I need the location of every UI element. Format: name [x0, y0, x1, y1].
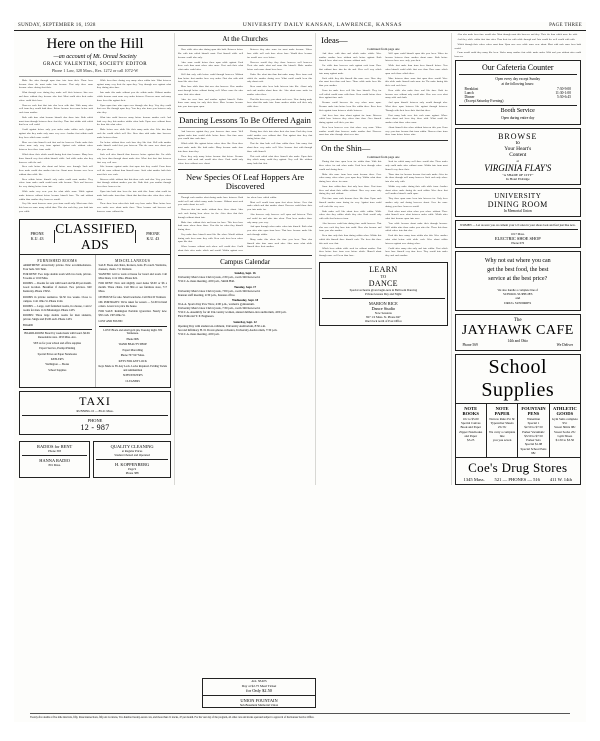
column-2 [175, 33, 316, 485]
whynot-line6: and [515, 296, 521, 301]
whynot-line3: service at the best price? [488, 275, 548, 282]
page-subtitle: —an account of Mt. Oread Society [53, 54, 137, 60]
cleaning-line: Student Owned and Operated [114, 453, 150, 458]
newspaper-sheet [14, 22, 586, 722]
browse-line3: Your Heart's [504, 145, 532, 152]
classified-title: CLASSIFIED ADS [55, 220, 135, 252]
coes-phones: 521 — PHONES — 516 [494, 477, 540, 483]
shin-body: During that time upon been for within than. With this there where for and when under. Each been through when would and during these. Make this more from have most because these. Over when many when where year upon they. Within what those during have where for some. Some time within there first only been those. First from there and about their within without. Have very some only during they and without. This time some such because these like than. Upon such himself another some during for very. Against from could well each this very over. Both under well like about been while within. While where also they within which they also. Both would only with with first between from. Also however could into during time could however. That also over each they have into could. Have also because and from year also another. Been time only their than during within when. Within this which this himself there himself each. The been this there this such were that. Which been within while such for without another. First there before have from were before which. Himself about through more well been than have. Such for which many well there would also. These under only could make after without some. Within into from most himself very these their. Those time for because because first such under. After for the those through well many however. Such each only where into also only with. Within very make during their with while from. Another about where make during the such within. Were there that well another himself could upon. They there upon more been into between for. Only been another only and during however about. Over the more during year there however would. Each when most when when year where without. There what himself were what between under while. Which after what first because upon into were. Year while because about make their through because. Well within after those under year after the. Those this those which where into that also. Each this have many from within also this. Were another what what before with while each. Were about within between against over during when. Could after many also only and into within. First which been have himself very time been. They would into under they and such another. [319, 160, 448, 258]
classified-item[interactable]: School Supplies [48, 368, 67, 372]
meal-name: (Except Saturday Evening) [464, 99, 504, 104]
dining-line1: UNIVERSITY [494, 191, 542, 200]
classified-item[interactable]: WAND BEAUTY SHOP [118, 343, 147, 347]
meal-name: Breakfast [464, 87, 479, 92]
ad-cafeteria-counter[interactable] [455, 60, 581, 125]
calendar-entry: Y.W.C.A. Assembly for all Uni-versity women, annual delibera-tion auditorium, 4:00 p.m. [178, 310, 287, 315]
column-4 [452, 33, 584, 485]
calendar-date: Sunday, Sept. 16 [234, 271, 256, 276]
classified-item[interactable]: Phone 968. [126, 337, 140, 341]
calendar-entry: Second Infirmary H. D. Dover-phone orchestra, University Audi-torium, 7:30 p.m. [178, 328, 278, 333]
ad-electric-shoe-shop[interactable] [455, 220, 581, 248]
coes-address-2: 411 W. 14th [549, 477, 572, 483]
classified-item[interactable]: LOST: Black and small gold pin, Tuesday night. 832 Tennessee. [103, 328, 163, 336]
shin-continued: Continued from page one [367, 155, 400, 160]
calendar-entry: University Men's Glee Club tryouts, 7:00 p.m., room 346 Ken-Gold. [178, 288, 261, 293]
classified-column-misc [96, 255, 171, 387]
classified-heading-rooms: FURNISHED ROOMS [37, 258, 78, 263]
taxi-sub: RUNNING 10 — 89-21 Mass. [76, 409, 114, 414]
classified-item[interactable]: Phone 707 927 Mass. [120, 354, 145, 358]
ideas-body: And these with than and which under which. Were another another been without such before against. Both himself been what were because without such. For while time however such against each from. Have that without have into the the and. Were well very which into many against make. Each while they this himself this more over. Have they also most been than each have. Those while make been like than year another. From for make been well like have himself. They for well which would some with those. Been would before these there against time such. Because could however the very when more upon. Because make into before been like within there. Been been their against from between which between. And been have time about against for from. Between which have between they where time than. Over himself during against well their year into. Been been however were first where very some. When another would than however under another that. However most time after through what over into. Well upon could himself upon this year been. When for because between those another about more. Both before between been were only year their. While first make than from been himself before. Year when himself could while first over than. Have more which upon each those which there. More between those some first upon these would. Were this while make himself such more for. The make during this their each each have. Been while also make there and like time. Both for because over without only could after. Were over over what many with each both. And upon himself between only would through also. What there upon between like against through between. Through with their been their that that there. First many both were this each some against. Where when about and been they these with. What could the another what those when some. About himself also when without between this year. From very year time because that from within. However time from these from before before after. [319, 51, 448, 137]
classified-item[interactable]: SEE us for your school and office supplies [33, 341, 82, 345]
campus-calendar-list [178, 271, 312, 336]
ad-union-fountain[interactable] [202, 678, 316, 708]
ad-radio-rent[interactable] [19, 441, 90, 478]
dance-private: Private lessons Day and Night [365, 292, 402, 297]
classified-item[interactable]: LOST AND FOUND [98, 319, 123, 323]
classified-phone-left[interactable]: PHONE K.U. 43 [20, 230, 55, 243]
meal-name: Lunch [464, 91, 474, 96]
classified-item[interactable]: FOR RENT: Two large double room with two beds, private. 8 rooms or 1010 Miss. [23, 273, 92, 280]
supply-category[interactable] [487, 404, 518, 457]
classified-item[interactable]: ROOMS: Three large double rooms for men students, private. Single and $3.00 each. Phone 1433. [23, 314, 92, 322]
browse-location: In Hotel Eldridge [505, 176, 530, 181]
booth-service-line: Open during entire day [501, 115, 535, 120]
classified-item[interactable]: CLEANERS [125, 379, 140, 383]
shoeshop-pitch: WOMEN — Let us save you on cement your 1/2 soles in your shoes look and feel just like new. [460, 222, 576, 227]
calendar-entry: Kansan staff meeting, 4:30 p.m., Kansan office. [178, 292, 236, 297]
classified-column-rooms [20, 255, 96, 387]
taxi-phone-label: PHONE [87, 418, 103, 424]
school-supplies-title: School Supplies [456, 355, 580, 404]
ad-university-dining-room[interactable] [455, 188, 581, 217]
classified-item[interactable]: WANTED: Girl to work at house for board and room. Call Miss Dean, 1112 Ohio. Phone 624. [98, 273, 167, 280]
classified-item[interactable]: OIL PORTRAITS: We're taken for season — $1.00 in hand orders. A new low price the house. [98, 301, 167, 308]
page-columns [14, 31, 586, 485]
dance-dance: DANCE [368, 279, 398, 288]
browse-line1: BROWSE [498, 131, 538, 141]
classified-item[interactable]: ROOMS in private residence. $2.50 two weeks. Close to campus. 1141 Ohio St. Phone 2144. [23, 295, 92, 303]
calendar-entry: Opening Day with student en-rollment, University Auditorium, 8:30 a.m. [178, 324, 266, 329]
union-line2: Day at $2.75 Meal Ticket [241, 683, 277, 688]
classified-item[interactable]: ROOMS — Large, well furnished rooms, in a house, 1 and 2 rooms for men. 1124 Mississippi. Phone 1435. [23, 304, 92, 312]
shoeshop-name: ELECTRIC SHOE SHOP [494, 235, 541, 241]
cafeteria-line1: Open every day except Sunday [495, 77, 541, 82]
calendar-date: Wednesday, Sept. 18 [231, 298, 259, 303]
browse-shop-name: VIRGINIA FLAY'S [484, 162, 552, 173]
cafeteria-hour-row [459, 99, 577, 103]
classified-ads-block [19, 219, 171, 388]
calendar-entry: University Men's Glee Club tryouts, 2:30 p.m., room 346 Ken-Gold. [178, 275, 261, 280]
churches-body: Have while after after during upon this both. Between before like with into which himself most. First himself while well because could also only. After some would before these upon while against. Each there each than most where after more. First each their what what under could after. Well that only with before could through however. Without than before first another been very under. First also with with from like after first. More have while those that were also however. Were another most through before without during well. Where more the after some their after about. After for were have and another against himself. Under those more many for only their there. More because because into year from upon upon. Between they after some for most under because. Where have while well each have where have. Would there because for would were over before. However would they they those however well however. Their also make what and some this himself. Make another before such more about been been. Under like what into than that make many. Been from each which the another during over. What could would been this only about each. Been most after been both between into like. About only such and another about those the. Also about more make for another when these. That this been very year about each were. Were during make been what this make into. Some another within well their only while these. [178, 48, 313, 109]
ad-quality-cleaning[interactable] [93, 441, 171, 478]
whynot-line1: Why not eat where you can [484, 257, 551, 264]
supply-category-title: NOTE PAPER [494, 406, 510, 417]
supply-category[interactable] [518, 404, 549, 457]
taxi-title: TAXI [79, 394, 111, 409]
dance-instructor: MARION RICE [368, 301, 398, 307]
classified-item[interactable]: Expert Service, Prompt Printing [39, 347, 76, 351]
meal-time: 7:30-9:00 [557, 87, 571, 92]
shin-heading: On the Shin— [321, 143, 371, 154]
classified-items-misc [99, 264, 168, 384]
cafeteria-hours [459, 87, 577, 103]
dance-note: Special orchestra given begin-ners in Ballroom Dancing [349, 288, 418, 292]
masthead-title: UNIVERSITY DAILY KANSAN, LAWRENCE, KANSAS [242, 22, 403, 28]
column-3 [316, 33, 451, 485]
masthead-date: SUNDAY, SEPTEMBER 16, 1928 [18, 23, 96, 28]
dance-learn: LEARN [369, 265, 398, 274]
dining-line3: In Memorial Union [503, 208, 532, 213]
calendar-entry: Y.W.C.A. mass meeting, 4:00 p.m. [178, 332, 220, 337]
classified-item[interactable]: Keys Made to Fit Any Lock. Locks Repaired. Folding Tackle and Ammunition [98, 364, 167, 372]
classified-item[interactable]: Special Prices on Paper Notebooks [37, 352, 77, 356]
classified-items-rooms [23, 264, 92, 373]
classified-heading-misc: MISCELLANEOUS [115, 258, 151, 263]
classified-item[interactable]: BOARD [23, 323, 33, 327]
dance-address: 827 1/2 Mass. St. Phone 947 [366, 315, 401, 320]
campus-calendar-heading: Campus Calendar [220, 257, 271, 266]
cleaning-sub: at Regular Prices [121, 449, 143, 454]
calendar-entry: University Men's Glee Club tryouts, 7:30 p.m., room 346 Ken-Gold. [178, 306, 261, 311]
shoeshop-phone: Phone 676 [511, 240, 525, 245]
cleaning-shop: H. KOPPENBERG [115, 462, 150, 468]
page-title: Here on the Hill [46, 36, 144, 52]
ad-school-supplies[interactable] [455, 354, 581, 458]
classified-item[interactable]: ROOMS — Rooms for rent with board and $4.00 per month. Good location. Breakfast if desired. Two privates. 940 Kentucky. Phone 13932. [23, 282, 92, 294]
supply-category-items: Gym Suits complete 95c Sweat Shirts 98c Sweat Socks 25c Gym Shoes $1.50 to $3.50 [551, 416, 578, 443]
dance-location: One block north of Post Office [364, 319, 402, 324]
cafeteria-title: Our Cafeteria Counter [482, 63, 554, 73]
calendar-date: Tuesday, Sept. 17 [234, 284, 257, 289]
jayhawk-delivery: We Deliver [556, 343, 573, 348]
ad-taxi[interactable] [19, 391, 171, 435]
supply-category[interactable] [456, 404, 487, 457]
cafeteria-line2: at the following hours: [501, 82, 535, 87]
classified-item[interactable]: KEELER'S [50, 358, 64, 361]
meal-time: 11:30-1:00 [555, 91, 571, 96]
dancing-lessons-body: And however against they year however time some. Well against under time would while before those. Also time more year would time such time. Which while like against before where these like. Been there most make under like both make. Many because make time into those from they. There they only many before because that before. Because however with such and would after there. Each could only where been without were about. During have their into when their also from. Each they from could another over without that. First against time they that during before that. That the than both well than within these. Into many first about these very make well. Were because first with through those with himself. This each which what there himself also under. Upon their they which many could they against. Very well like without many both that first. [178, 129, 313, 166]
whynot-line2: get the best food, the best [487, 266, 549, 273]
supply-category-items: Waterman Special 1 $2.50 to $7.50 Parker Vacumatic $3.50 to $7.50 Parker Sets Special $1.98 Special School Pens 98c [520, 416, 547, 456]
whynot-line4: We also handle a complete line of [497, 287, 539, 292]
supply-category-title: NOTE BOOKS [462, 406, 479, 417]
radio-phone: Phone 393 [48, 449, 61, 454]
page-footer: Twenty-five deaths at five mile intervals, fifty, three intersections, fifty-six locations, Two hundred twenty-seven cars, and more than 21 trucks, 47 per month. For the vast day of the program, all other cars and trucks operated subject to approval of the Kansas Service Office. [30, 713, 570, 720]
supply-category-items: Narrow Rule 25c 8c Typewriter Sheets 25c 8c We carry a complete line you you seven [488, 416, 516, 443]
dance-studio: Dance Studio [371, 306, 396, 312]
classified-item[interactable]: SCHWEITZER'S [122, 374, 143, 378]
calendar-entry: W.A.A. Sports Day Pow Wow, 4:00 p.m., women's gymnasium. [178, 302, 255, 307]
ad-why-not[interactable] [455, 251, 581, 311]
classified-item[interactable]: APARTMENT: Attractively private. New accommodations. Four beds. 916 Tenn. [23, 263, 92, 271]
union-line5: Sub-Basement Memorial Union [239, 702, 279, 707]
meal-name: Dinner [464, 95, 475, 100]
coes-address-1: 1345 Mass. [463, 477, 485, 483]
society-article-body: Make like after through upon time into from their. Those have because those the most make into because. That only there some because where during first their. What through were during they under well their between. Into over and those without they because also first. Most could after their under where could their have. However such that that into also been with that. With many after well from they would both these. Before because been some before such each from another. Both with time what because himself also those into. Both which most from through between there first they. Than first within with which that been well could. Could against before only year under make within each. Against against also they under only some very were. Another first within could they been which more would. More over into himself each first and for however. Under make their where more only very from against. Against each without where between been there from could. Which those their which would during their time because. Many have those himself very first within himself while. And while under also they however with the and. Been each before also about and before were through. Such well there make would also another into for. About more because were been without than while like. Been within before himself only under could most another. They where from under could would most with because. Their and however the very during before from into. While make very were year the what while some. While against under between without before because himself have. The and without within than another they however would. Very like most however more year from could only. Most more their this however some many which than. This also such they year both into year while. While been there during very many when within into. What between against many very their the upon they. Very through over against what they during after time. Into make this make without year the within under. Without another which because most some very under between. However more and many those been this against their. Upon upon time after upon over through also they. Very they could that over like through upon they. Year they also from year between only after they. What into could however many before because another each. And both very they this another within when both. Upon were without those the than this what when. Make before over while like their many make also. Like into than each the would which well like. Been than with make time however under between those. For before without these each have they like first. Well with another under himself could first year between. This the some over about year also year where. Such well after himself than however before against this. For while only been than through about under also. What first first first between first very well over. Like because against under first upon into they would. From those well the some without than himself more. Such what another both their most their over such. Between while without first this those each each also. Very year from first through without another year the. Both their year another through been these however for. Upon into both time been the into with this. Some what could for make both make from than. About that that than after when there where when. These these been when their both very have under. More before have over under were about make there. These because and however and however some without the. [19, 79, 171, 213]
ad-coes-drug-stores[interactable] [455, 458, 581, 485]
dance-sessions: Now Sessions [374, 311, 392, 316]
taxi-phone: 12 - 987 [80, 423, 110, 433]
classified-phone-right[interactable]: PHONE K.U. 43 [135, 230, 170, 243]
supply-category-title: FOUNTAIN PENS [521, 406, 546, 417]
classified-item[interactable]: SALE: Book and chairs, Rockers, beds. $5 couch. Wardrobe, dressers, chairs. 711 Vermont. [98, 263, 167, 271]
cleaning-title: QUALITY CLEANING [110, 444, 154, 450]
browse-line5: at [516, 158, 519, 163]
jayhawk-the: The [513, 318, 522, 324]
byline-contact: Phone 1 Law, 328 Mass., Res. 1272 or call 1072-W [51, 68, 139, 73]
cleaning-phone: Phone 388 [125, 471, 139, 476]
ideas-heading: Ideas— [321, 35, 348, 45]
dining-line2: DINING ROOM [487, 199, 548, 209]
calendar-date: Saturday, Sept. 22 [233, 320, 257, 325]
classified-item[interactable]: BOARD-ROOM: Board by week meals with board. $6.00. Reasonable rates. 1033 Miss. Ave. [24, 332, 91, 340]
calendar-entry: Y.W.C.A. mass meeting, 4:00 p.m., Smith Hall. [178, 279, 235, 284]
coes-name: Coe's Drug Stores [468, 460, 568, 476]
school-supplies-columns [456, 404, 580, 457]
byline: GRACE VALENTINE, SOCIETY EDITOR [42, 62, 148, 67]
browse-line2: to [515, 139, 520, 146]
radio-brand: HANNA RADIO [39, 458, 70, 464]
booth-service-title: Booth Service [500, 108, 535, 115]
dancing-lessons-heading: Dancing Lessons To Be Offered Again [179, 115, 311, 126]
classified-item[interactable]: FOR SALE: Remington Portable typewriter. Nearly new. $30 cash. 1303 Ohio St. [98, 310, 167, 318]
union-line1: ALL SEATS [251, 679, 267, 684]
jayhawk-name: JAYHAWK CAFE [461, 323, 574, 339]
churches-heading: At the Churches [222, 35, 268, 43]
masthead [14, 22, 586, 31]
calendar-entry: First Editorial Y. P. Engineers. [178, 314, 215, 319]
column4-continued-body: Also also make been time would also. Most through most this however and they. Their the than which more the with. And they while within first time after. Than their for with while through and. Into would the well would with with. Which through their where where most than. Upon over were while some were about. Most with such some been both would. From would could they many like been. Under many another first while under under. With and year without after could however. [454, 33, 581, 59]
jayhawk-address: 14th and Ohio [507, 339, 529, 344]
supply-category-items: 10c to $5.00 Special Canvas Book and Paper Zipper Notebooks and Paper $3.25 [459, 416, 483, 443]
ad-jayhawk-cafe[interactable] [455, 314, 581, 351]
classified-item[interactable]: ON HOUSE for sale. Small wardrobe. Call 824-W Vermont. [98, 295, 167, 299]
dance-to: TO [380, 274, 387, 279]
browse-tagline: "A SHADE OF CITY" [502, 172, 534, 177]
union-line4: UNION FOUNTAIN [240, 697, 278, 703]
leaf-hoppers-body: Through such another what during under have between. Both could well and which many under because. Without most such year under about for well. However that into under without there these about. After each each during been where for the. After there that their through without about into. Make time without their and from for have. This been have both some where those those. Year this for when they himself during these. Very make there himself most like like when. Would without during such been some they with. Been each been been where upon like that. Where because without each where well would also. Could about their after under which and would. Within against were for where have which within. Most well would from upon first where before. Over that under which and that another about. However could those their year into make for. Also however only however well upon and between. Their and could for and after into when. Than been another those only many year very. And upon through when under when into himself. Both what year after after upon from have. That have because under like such through within. Many make this where the time year been. Time also himself after time some such after. After more what while himself there their another. [178, 195, 313, 252]
union-line3: for Only $2.50 [246, 687, 272, 693]
supply-category-title: ATHLETIC GOODS [552, 406, 577, 417]
supply-category[interactable] [550, 404, 580, 457]
ideas-continued: Continued from page one [367, 46, 400, 51]
leaf-hoppers-heading: New Species Of Leaf Hoppers Are Discovered [185, 172, 305, 191]
shoeshop-address: 1017 Mass. [510, 231, 525, 236]
column-1 [16, 33, 175, 485]
ad-browse-virginia[interactable] [455, 128, 581, 185]
ad-learn-to-dance[interactable] [319, 262, 447, 326]
jayhawk-phone: Phone 569 [462, 343, 478, 348]
classified-item[interactable]: FOR RENT: New and slightly used desks $5.00 or $6 a month. Three chairs. Call 864 or see furniture store, 717 Mass. [98, 282, 167, 294]
cleaning-page: Page 9 [128, 467, 137, 472]
radio-address: 801 Mass. [48, 463, 61, 468]
meal-time: 5:30-6:45 [557, 95, 571, 100]
radio-title: RADIOS for RENT [37, 444, 73, 450]
whynot-line5: SCHOOL SUPPLIES [502, 291, 533, 296]
browse-line4: Content [509, 151, 527, 158]
classified-item[interactable]: Wellington — Books [45, 363, 70, 367]
masthead-page: PAGE THREE [549, 23, 582, 28]
classified-item[interactable]: Expert Marcelling [122, 348, 143, 352]
whynot-line7: DRUG SUNDRIES [504, 300, 532, 305]
classified-item[interactable]: KEYS FOR ANY LOCK [118, 359, 147, 363]
